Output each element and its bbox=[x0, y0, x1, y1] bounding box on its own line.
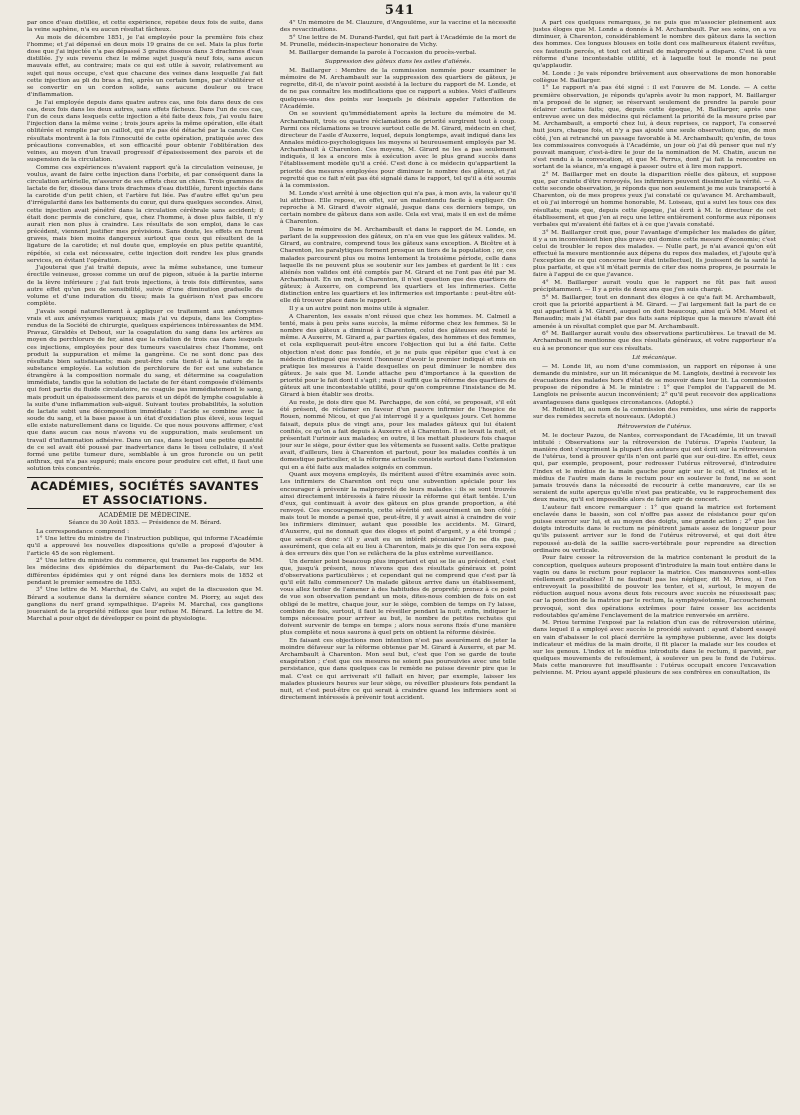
paragraph: Quant aux moyens employés, ils méritent aussi d'être examinés avec soin. Les infirmiers de Charenton ont reçu une subvention spéciale pour les encourager à prévenir la malpropreté de leurs malades : ils se sont trouvés ainsi directement intéressés à faire réussir la réforme qui était tentée. L'un d'eux, qui continuait à avoir des gâteux en plus grande proportion, a été renvoyé. Ces encouragements, cette sévérité ont assurément un bon côté ; mais tout le monde a pensé que, peut-être, il y avait ainsi à craindre de voir les infirmiers diminuer, autant que possible les accidents. M. Girard, d'Auxerre, qui ne donnait que des éloges et point d'argent, y a été trompé ; que serait-ce donc s'il y avait eu un intérêt pécuniaire? Je ne dis pas, assurément, que cela ait eu lieu à Charenton, mais je dis que l'on sera exposé à des erreurs dès que l'on se relâchera de la plus extrême surveillance. bbox=[280, 472, 516, 557]
academy-title: ACADÉMIE DE MÉDECINE. bbox=[98, 511, 192, 520]
paragraph: L'auteur fait encore remarquer : 1° que quand la matrice est fortement enclavée dans le bassin, son col n'offre pas assez de résistance pour qu'on puisse exercer sur lui, et au moyen des doigts, une grande action ; 2° que les doigts introduits dans le rectum ne pénètrent jamais assez de longueur pour qu'ils puissent arriver sur le fond de l'utérus rétroversé, et qui doit être repoussé au-delà de la saillie sacro-vertébrale pour reprendre sa direction ordinaire ou verticale. bbox=[533, 504, 776, 554]
paragraph: En faisant ces objections mon intention n'est pas assurément de jeter la moindre défaveur sur la réforme obtenue par M. Girard à Auxerre, et par M. Archambault à Charenton. Mon seul but, c'est que l'on se garde de toute exagération ; c'est que ces mesures ne soient pas poursuivies avec une telle persistance, que dans quelques cas le remède ne puisse devenir pire que le mal. C'est ce qui arriverait s'il fallait en hiver, par exemple, laisser les malades plusieurs heures sur leur siège, ou réveiller plusieurs fois pendant la nuit, et c'est peut-être ce qui serait à craindre quand les infirmiers sont si directement intéressés à prévenir tout accident. bbox=[280, 637, 516, 702]
paragraph: 4° M. Baillarger aurait voulu que le rapport ne fût pas fait aussi précipitamment. — Il y a près de deux ans que j'en suis chargé. bbox=[533, 280, 776, 294]
paragraph: Je l'ai employée depuis dans quatre autres cas, une fois dans deux de ces cas, deux fois dans les deux autres, sans effets fâcheux. Dans l'un de ces cas, l'un de ceux dans lesquels cette injection a été faite deux fois, j'ai voulu faire l'injection dans la même veine ; trois jours après la même opération, elle était oblitérée et remplie par un caillot, qui n'a pas été détaché par la canule. Ces résultats montrent à la fois l'innocuité de cette opération, pratiquée avec des précautions convenables, et son efficacité pour obtenir l'oblitération des veines, au moyen d'un travail progressif d'épaississement des parois et de suspension de la circulation. bbox=[27, 99, 263, 163]
paragraph: M. Londe s'est arrêté à une objection qui n'a pas, à mon avis, la valeur qu'il lui attribue. Elle repose, en effet, sur un malentendu facile à expliquer. On reproche à M. Girard d'avoir signalé, jusque dans ces derniers temps, un certain nombre de gâteux dans son asile. Cela est vrai, mais il en est de même à Charenton. bbox=[280, 190, 516, 226]
paragraph: 5° Une lettre de M. Durand-Fardel, qui fait part à l'Académie de la mort de M. Prunelle, médecin-inspecteur honoraire de Vichy. bbox=[280, 34, 516, 48]
column-left bbox=[27, 20, 263, 1110]
column-middle bbox=[280, 20, 516, 1110]
paragraph: M. Londe : Je vais répondre brièvement aux observations de mon honorable collègue M. Baillarger. bbox=[533, 70, 776, 84]
correspondence-intro: La correspondance comprend : bbox=[36, 528, 130, 535]
correspondence-item: 1° Une lettre du ministre de l'instruction publique, qui informe l'Académie qu'il a approuvé les nouvelles dispositions qu'elle a proposé d'ajouter à l'article 45 de son règlement. bbox=[27, 536, 263, 557]
paragraph: M. Baillarger : Membre de la commission nommée pour examiner le mémoire de M. Archambault sur la suppression des quartiers de gâteux, je regrette, dit-il, de n'avoir point assisté à la lecture du rapport de M. Londe, et de ne pas connaître les modifications que ce rapport a subies. Voici d'ailleurs quelques-uns des points sur lesquels je désirais appeler l'attention de l'Académie. bbox=[280, 67, 516, 110]
paragraph: M. Robinet lit, au nom de la commission des remèdes, une série de rapports sur des remèdes secrets et nouveaux. (Adopté.) bbox=[533, 407, 776, 421]
paragraph: 1° Le rapport n'a pas été signé : il est l'œuvre de M. Londe. — A cette première observation, je réponds qu'après avoir lu mon rapport, M. Baillarger m'a proposé de le signer, se réservant seulement de prendre la parole pour éclairer certains faits; que, depuis cette époque, M. Baillarger, après une entrevue avec un des médecins qui réclament la priorité de la mesure prise par M. Archambault, a emporté chez lui, à deux reprises, ce rapport, l'a conservé huit jours, chaque fois, et n'y a pas ajouté une seule observation; que, de mon côté, j'en ai retranché un passage favorable à M. Archambault; qu'enfin, de tous les commissaires convoqués à l'Académie, un jour où j'ai dû penser que nul n'y pouvait manquer, c'est-à-dire le jour de la nomination de M. Chatin, aucun ne s'est rendu à la convocation, et que M. Ferrus, dont j'ai fait la rencontre en sortant de la séance, m'a engagé à passer outre et à lire mon rapport. bbox=[533, 85, 776, 171]
paragraph: 2° M. Baillarger met en doute la disparition réelle des gâteux, et suppose que, par crainte d'être renvoyés, les infirmiers peuvent dissimuler la vérité. — A cette seconde observation, je réponds que non seulement je me suis transporté à Charenton, où de mes propres yeux j'ai constaté ce qu'avance M. Archambault, et où j'ai interrogé un homme honorable, M. Loiseau, qui a suivi les tous ces des résultats; mais que, depuis cette époque, j'ai écrit à M. le directeur de cet établissement, et que j'en ai reçu une lettre entièrement conforme aux réponses verbales qui m'avaient été faites et à ce que j'avais constaté. bbox=[533, 171, 776, 228]
paragraph: M. le docteur Pazou, de Nantes, correspondant de l'Académie, lit un travail intitulé : Observations sur la rétroversion de l'utérus. D'après l'auteur, la manière dont s'expriment la plupart des auteurs qui ont écrit sur la rétroversion de l'utérus, tend à prouver qu'ils n'en ont parlé que sur oui-dire. En effet, ceux qui, par exemple, proposent, pour redresser l'utérus rétroversé, d'introduire l'index et le médius de la main gauche pour agir sur le col, et l'index et le médius de l'autre main dans le rectum pour en soulever le fond, ne se sont jamais trouvés dans la nécessité de recourir à cette manœuvre, car ils se seraient de suite aperçus qu'elle n'est pas praticable, vu le rapprochement des deux mains, qu'il est impossible alors de faire agir de concert. bbox=[533, 432, 776, 504]
correspondence-item: 3° Une lettre de M. Marchal, de Calvi, au sujet de la discussion que M. Bérard a soutenue dans la dernière séance contre M. Piorry, au sujet des ganglions du nerf grand sympathique. D'après M. Marchal, ces ganglions joueraient de la propriété réflexe que leur refuse M. Bérard. La lettre de M. Marchal a pour objet de développer ce point de physiologie. bbox=[27, 587, 263, 623]
section-divider-bottom bbox=[27, 508, 263, 509]
paragraph: Au reste, je dois dire que M. Parchappe, de son côté, se proposait, s'il eût été présent, de réclamer en faveur d'un pauvre infirmier de l'hospice de Rouen, nommé Nicou, et que j'ai interrogé il y a quelques jours. Cet homme faisait, depuis plus de vingt ans, pour les malades gâteux qui lui étaient confiés, ce qu'on a fait depuis à Auxerre et à Charenton. Il se levait la nuit, et présentait l'urinoir aux malades; en outre, il les mettait plusieurs fois chaque jour sur le siège, pour éviter que les vêtements se fussent salis. Cette pratique avait, d'ailleurs, lieu à Charenton et partout, pour les malades confiés à un domestique particulier, et la réforme actuelle consiste surtout dans l'extension qui en a été faite aux malades soignés en commun. bbox=[280, 400, 516, 471]
subsection-heading: Rétroversion de l'utérus. bbox=[617, 423, 692, 430]
paragraph: On se souvient qu'immédiatement après la lecture du mémoire de M. Archambault, trois ou quatre réclamations de priorité surgirent tout à coup. Parmi ces réclamations se trouve surtout celle de M. Girard, médecin en chef, directeur de l'asile d'Auxerre, lequel, depuis longtemps, avait indiqué dans les Annales médico-psychologiques les moyens si heureusement employés par M. Archambault à Charenton. Ces moyens, M. Girard ne les a pas seulement indiqués, il les a encore mis à exécution avec le plus grand succès dans l'établissement modèle qu'il a créé. C'est donc à ce médecin qu'appartient la priorité des mesures employées pour diminuer le nombre des gâteux, et j'ai regretté que ce fait n'eût pas été signalé dans le rapport, tel qu'il a été soumis à la commission. bbox=[280, 111, 516, 189]
paragraph: M. Priou termine l'exposé par la relation d'un cas de rétroversion utérine, dans lequel il a employé avec succès le procédé suivant : ayant d'abord essayé en vain d'abaisser le col placé derrière la symphyse pubienne, avec les doigts indicateur et médius de la main droite, il fit placer la malade sur les coudes et sur les genoux. L'index et le médius introduits dans le rectum, il parvint, par quelques mouvements de refoulement, à soulever un peu le fond de l'utérus. Mais cette manœuvre fut insuffisante : l'utérus occupait encore l'excavation pelvienne. M. Priou ayant appelé plusieurs de ses confrères en consultation, ils bbox=[533, 620, 776, 677]
paragraph: Pour faire cesser la rétroversion de la matrice contenant le produit de la conception, quelques auteurs proposent d'introduire la main tout entière dans le vagin ou dans le rectum pour replacer la matrice. Ces manœuvres sont-elles réellement praticables? Il ne faudrait pas les négliger, dit M. Priou, si l'on entrevoyait la possibilité de pouvoir les tenter, et si, surtout, le moyen de réduction auquel nous avons deux fois recours avec succès ne réussissait pas; car la ponction de la matrice par le rectum, la symphyséotomie, l'accouchement provoqué, sont des opérations extrêmes pour faire cesser les accidents redoutables qu'amène l'enclavement de la matrice renversée en arrière. bbox=[533, 555, 776, 619]
section-title: ACADÉMIES, SOCIÉTÉS SAVANTES ET ASSOCIATIONS. bbox=[30, 479, 260, 508]
paragraph: Comme ces expériences n'avaient rapport qu'à la circulation veineuse, je voulus, avant de faire cette injection dans l'orbite, et par conséquent dans la circulation artérielle, m'assurer de ses effets chez un chien. Trois grammes de lactate de fer, dissous dans trois drachmes d'eau distillée, furent injectés dans la carotide d'un petit chien, et l'artère fut liée. Pas d'autre effet qu'un peu d'irrégularité dans les battements du cœur, qui dura quelques secondes. Ainsi, cette injection avait pénétré dans la circulation cérébrale sans accident; il était donc permis de conclure, que, chez l'homme, à dose plus faible, il n'y aurait rien non plus à craindre. Les résultats de son emploi, dans le cas précédent, viennent justifier mes prévisions. Sans doute, les effets en furent graves, mais bien moins dangereux surtout que ceux qui résultent de la ligature de la carotide; et nul doute que, employée en plus petite quantité, répétée, si cela est nécessaire, cette injection doit rendre les plus grands services, en évitant l'opération. bbox=[27, 164, 263, 264]
correspondence-item: 2° Une lettre du ministre du commerce, qui transmet les rapports de MM. les médecins des épidémies du département du Pas-de-Calais, sur les différentes épidémies qui y ont régné dans les derniers mois de 1852 et pendant le premier semestre de 1853. bbox=[27, 558, 263, 586]
paragraph: 4° Un mémoire de M. Clauzure, d'Angoulême, sur la vaccine et la nécessité des revaccinations. bbox=[280, 20, 516, 34]
paragraph: 3° M. Baillarger croit que, pour l'avantage d'empêcher les malades de gâter, il y a un inconvénient bien plus grave qui domine cette mesure d'économie; c'est celui de troubler le repos des malades. — Nulle part, je n'ai avancé qu'on eût effectué la mesure mentionnée aux dépens du repos des malades, et j'ajoute qu'à l'exception de ce qui concerne leur état intellectuel, ils jouissent de la santé la plus parfaite, et que s'il m'était permis de citer des noms propres, je pourrais le faire à l'appui de ce que j'avance. bbox=[533, 229, 776, 279]
paragraph: 6° M. Baillarger aurait voulu des observations particulières. Le travail de M. Archambault ne mentionne que des résultats généraux, et votre rapporteur n'a eu à se prononcer que sur ces résultats. bbox=[533, 331, 776, 352]
paragraph: Il y a un autre point non moins utile à signaler. bbox=[289, 306, 429, 313]
paragraph: par once d'eau distillée, et cette expérience, répétée deux fois de suite, dans la veine saphène, n'a eu aucun résultat fâcheux. bbox=[27, 20, 263, 34]
subsection-heading: Lit mécanique. bbox=[632, 354, 677, 361]
paragraph: Au mois de décembre 1851, je l'ai employée pour la première fois chez l'homme; et j'ai dépensé en deux mois 19 grains de ce sel. Mais la plus forte dose que j'ai injectée n'a pas dépassé 3 grains dissous dans 3 drachmes d'eau distillée. J'y suis revenu chez le même sujet jusqu'à neuf fois, sans aucun mauvais effet, au contraire; mais ce qui est utile à savoir, relativement au sujet qui nous occupe, c'est que chacune des veines dans lesquelle j'ai fait cette injection au pli du bras a fini, après un certain temps, par s'oblitérer et se convertir en un cordon solide, sans aucune douleur ou trace d'inflammation. bbox=[27, 34, 263, 99]
subsection-heading: Suppression des gâteux dans les asiles d'aliénés. bbox=[324, 58, 472, 65]
paragraph: J'ajouterai que j'ai traité depuis, avec la même substance, une tumeur érectile veineuse, grosse comme un œuf de pigeon, située à la partie interne de la lèvre inférieure ; j'ai fait trois injections, à trois fois différentes, sans autre effet qu'un peu de sensibilité, suivie d'une diminution graduelle du volume et d'une induration du tissu; mais la guérison n'est pas encore complète. bbox=[27, 265, 263, 308]
paragraph: J'avais songé naturellement à appliquer ce traitement aux anévrysmes vrais et aux anévrysmes variqueux; mais j'ai vu depuis, dans les Comptes-rendus de la Société de chirurgie, quelques expériences intéressantes de MM. Pravaz, Giraldès et Debout, sur la coagulation du sang dans les artères au moyen du perchlorure de fer, ainsi que la relation de trois cas dans lesquels ces injections, employées pour des tumeurs vasculaires chez l'homme, ont produit la suppuration et même la gangrène. Ce ne sont donc pas des résultats bien satisfaisants; mais peut-être cela tient-il à la nature de la substance employée. La solution de perchlorure de fer est une substance étrangère à la composition normale du sang, et détermine sa coagulation immédiate, tandis que la solution de lactate de fer étant composée d'éléments qui font partie du fluide circulatoire, ne coagule pas immédiatement le sang, mais produit un épaississement des parois et un dépôt de lymphe coagulable à la suite d'une inflammation sub-aiguë. Suivant toutes probabilités, la solution de lactate subit une décomposition immédiate : l'acide se combine avec la soude du sang, et la base passe à un état d'oxidation plus élevé, sous lequel elle existe naturellement dans ce liquide. Ce que nous pouvons affirmer, c'est que dans aucun cas nous n'avons vu de suppuration, mais seulement un travail d'inflammation adhésive. Dans un cas, dans lequel une petite quantité de ce sel avait été poussé par inadvertance dans le tissu cellulaire, il s'est formé une petite tumeur dure, semblable à un gros furoncle ou un petit anthrax, qui n'a pas suppuré; mais encore pour produire cet effet, il faut une solution très concentrée. bbox=[27, 308, 263, 473]
column-right bbox=[533, 20, 776, 1110]
paragraph: A part ces quelques remarques, je ne puis que m'associer pleinement aux justes éloges que M. Londe a donnés à M. Archambault. Par ses soins, on a vu diminuer, à Charenton, considérablement le nombre des gâteux dans la section des hommes. Ces longues blouses en toile dont ces malheureux étaient revêtus, ces fauteuils percés, et tout cet attirail de malpropreté a disparu. C'est là une réforme d'une incontestable utilité, et à laquelle tout le monde ne peut qu'applaudir. bbox=[533, 20, 776, 69]
paragraph: A Charenton, les essais n'ont réussi que chez les hommes. M. Calmeil a tenté, mais à peu près sans succès, la même réforme chez les femmes. Si le nombre des gâteux a diminué à Charenton, celui des gâteuses est resté le même. A Auxerre, M. Girard a, par parties égales, des hommes et des femmes, et cela expliquerait peut-être encore l'objection qui lui a été faite. Cette objection n'est donc pas fondée, et je ne puis que répéter que c'est à ce médecin distingué que revient l'honneur d'avoir le premier indiqué et mis en pratique les mesures à l'aide desquelles on peut diminuer le nombre des gâteux. Je sais que M. Londe attache peu d'importance à la question de priorité pour le fait dont il s'agit ; mais il suffit que la réforme des quartiers de gâteux ait une incontestable utilité, pour qu'on comprenne l'insistance de M. Girard à bien établir ses droits. bbox=[280, 313, 516, 399]
paragraph: — M. Londe lit, au nom d'une commission, un rapport en réponse à une demande du ministre, sur un lit mécanique de M. Langlois, destiné à recevoir les évacuations des malades hors d'état de se mouvoir dans leur lit. La commission propose de répondre à M. le ministre : 1° que l'emploi de l'appareil de M. Langlois ne présente aucun inconvénient; 2° qu'il peut recevoir des applications avantageuses dans quelques circonstances. (Adopté.) bbox=[533, 363, 776, 406]
session-line: Séance du 30 Août 1853. — Présidence de M. Bérard. bbox=[68, 519, 222, 526]
paragraph: M. Baillarger demande la parole à l'occasion du procès-verbal. bbox=[289, 49, 477, 56]
paragraph: Un dernier point beaucoup plus important et qui se lie au précédent, c'est que, jusqu'à présent, nous n'avons que des résultats généraux et point d'observations particulières ; et cependant qui ne comprend que c'est par là qu'il eût fallu commencer? Un malade gâteux arrive dans un établissement, vous allez tenter de l'amener à des habitudes de propreté; prenez à ce point de vue son observation pendant un mois, dites-nous combien de fois on est obligé de le mettre, chaque jour, sur le siège, combien de temps on l'y laisse, combien de fois, surtout, il faut le réveiller pendant la nuit; enfin, indiquer le temps nécessaire pour arriver au but, le nombre de petites rechutes qui doivent survenir de temps en temps ; alors nous serons fixés d'une manière plus complète et nous saurons à quel prix on obtient la réforme désirée. bbox=[280, 558, 516, 637]
paragraph: 5° M. Baillarger, tout en donnant des éloges à ce qu'a fait M. Archambault, croit que la priorité appartient à M. Girard. — J'ai largement fait la part de ce qui appartient à M. Girard, auquel on doit beaucoup, ainsi qu'à MM. Morel et Renaudin; mais j'ai établi par des faits sans réplique que la mesure n'avait été amenée à un résultat complet que par M. Archambault. bbox=[533, 294, 776, 330]
col1-paragraphs bbox=[27, 20, 263, 473]
paragraph: Dans le mémoire de M. Archambault et dans le rapport de M. Londe, en parlant de la suppression des gâteux, on n'a en vue que les gâteux valides. M. Girard, au contraire, comprend tous les gâteux sans exception. A Bicêtre et à Charenton, les paralytiques forment presque un tiers de la population ; or, ces malades parcourent plus ou moins lentement la troisième période, celle dans laquelle ils ne peuvent plus se soutenir sur les jambes et gardent le lit : ces aliénés non valides ont été comptés par M. Girard et ne l'ont pas été par M. Archambault. En un mot, à Charenton, il n'est question que des quartiers de gâteux; à Auxerre, on comprend les quartiers et les infirmeries. Cette distinction entre les quartiers et les infirmeries est importante : peut-être eût-elle dû trouver place dans le rapport. bbox=[280, 226, 516, 305]
page-number: 541 bbox=[384, 3, 416, 18]
